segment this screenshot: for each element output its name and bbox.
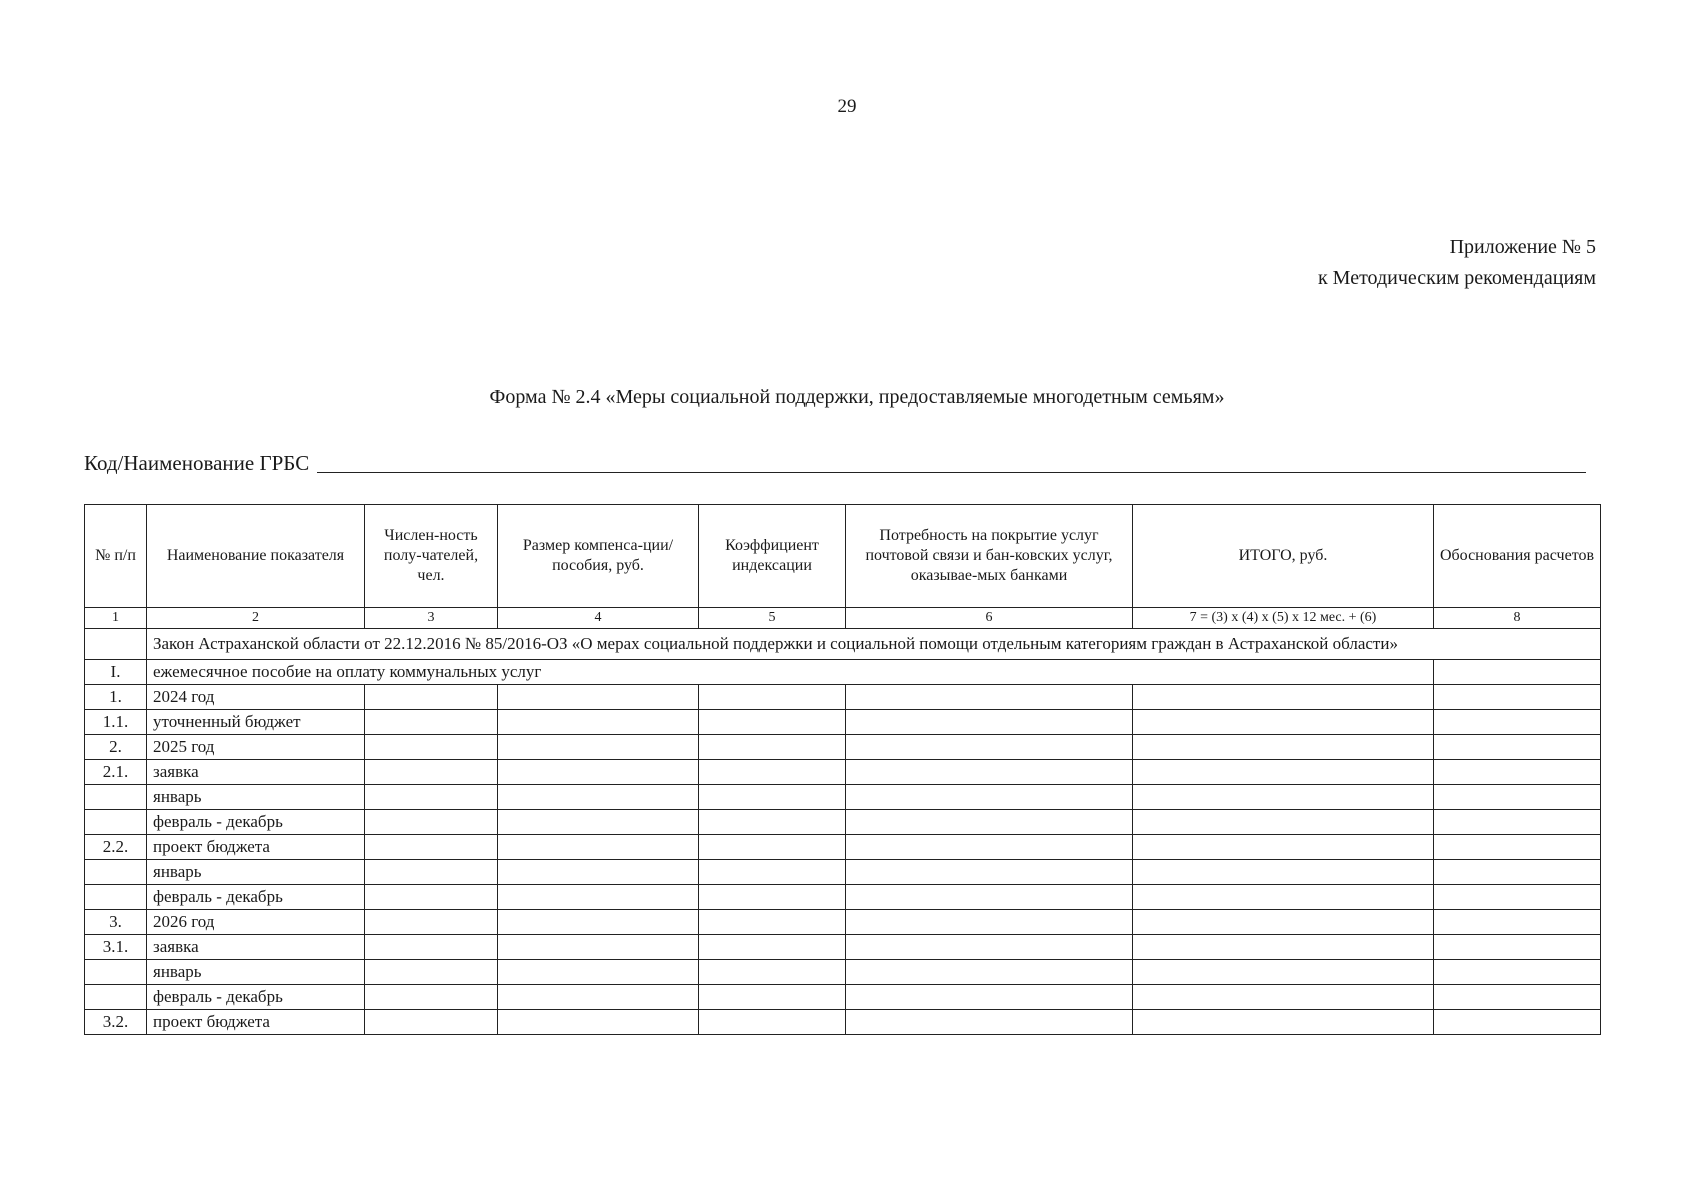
appendix-line-1: Приложение № 5 xyxy=(1449,236,1596,258)
empty-cell[interactable] xyxy=(498,1010,699,1035)
empty-cell[interactable] xyxy=(699,960,846,985)
empty-cell[interactable] xyxy=(699,810,846,835)
empty-cell[interactable] xyxy=(365,760,498,785)
column-number: 8 xyxy=(1434,608,1601,629)
empty-cell[interactable] xyxy=(498,785,699,810)
column-number: 5 xyxy=(699,608,846,629)
section-name: ежемесячное пособие на оплату коммунальных услуг xyxy=(147,660,1434,685)
empty-cell[interactable] xyxy=(498,835,699,860)
row-number: 3.1. xyxy=(85,935,147,960)
empty-cell[interactable] xyxy=(1434,860,1601,885)
row-number xyxy=(85,860,147,885)
empty-cell[interactable] xyxy=(498,985,699,1010)
row-number xyxy=(85,960,147,985)
empty-cell[interactable] xyxy=(846,810,1133,835)
empty-cell[interactable] xyxy=(699,860,846,885)
row-name: 2026 год xyxy=(147,910,365,935)
grbs-label: Код/Наименование ГРБС xyxy=(84,451,310,475)
empty-cell[interactable] xyxy=(1133,860,1434,885)
empty-cell[interactable] xyxy=(1434,735,1601,760)
empty-cell[interactable] xyxy=(365,985,498,1010)
row-name: февраль - декабрь xyxy=(147,885,365,910)
header-cell: Потребность на покрытие услуг почтовой связи и бан-ковских услуг, оказывае-мых банками xyxy=(846,505,1133,608)
empty-cell[interactable] xyxy=(498,885,699,910)
section-row xyxy=(85,660,1601,685)
empty-cell[interactable] xyxy=(1434,835,1601,860)
empty-cell[interactable] xyxy=(1133,735,1434,760)
empty-cell[interactable] xyxy=(699,985,846,1010)
table-row xyxy=(85,960,1601,985)
row-name: 2025 год xyxy=(147,735,365,760)
law-reference: Закон Астраханской области от 22.12.2016 № 85/2016-ОЗ «О мерах социальной поддержки и социальной помощи отдельным категориям граждан в Астраханской области» xyxy=(147,629,1601,660)
empty-cell[interactable] xyxy=(498,910,699,935)
empty-cell[interactable] xyxy=(699,760,846,785)
row-name: проект бюджета xyxy=(147,835,365,860)
table-row xyxy=(85,985,1601,1010)
table-row xyxy=(85,810,1601,835)
table-row xyxy=(85,735,1601,760)
empty-cell[interactable] xyxy=(846,910,1133,935)
empty-cell[interactable] xyxy=(498,860,699,885)
empty-cell[interactable] xyxy=(498,735,699,760)
empty-cell[interactable] xyxy=(1434,960,1601,985)
empty-cell[interactable] xyxy=(1133,985,1434,1010)
empty-cell[interactable] xyxy=(1133,1010,1434,1035)
row-number xyxy=(85,885,147,910)
grbs-fill-line xyxy=(317,450,1586,473)
table-row xyxy=(85,1010,1601,1035)
row-name: уточненный бюджет xyxy=(147,710,365,735)
form-table xyxy=(84,504,1601,1035)
row-number: 1.1. xyxy=(85,710,147,735)
form-title: Форма № 2.4 «Меры социальной поддержки, предоставляемые многодетным семьям» xyxy=(489,386,1225,408)
empty-cell[interactable] xyxy=(1434,910,1601,935)
table-row xyxy=(85,685,1601,710)
empty-cell[interactable] xyxy=(846,860,1133,885)
empty-cell[interactable] xyxy=(699,910,846,935)
table-row xyxy=(85,760,1601,785)
column-number: 1 xyxy=(85,608,147,629)
empty-cell[interactable] xyxy=(846,710,1133,735)
empty-cell[interactable] xyxy=(846,735,1133,760)
empty-cell[interactable] xyxy=(498,710,699,735)
row-name: январь xyxy=(147,860,365,885)
header-cell: № п/п xyxy=(85,505,147,608)
header-cell: Коэффициент индексации xyxy=(699,505,846,608)
empty-cell[interactable] xyxy=(699,885,846,910)
empty-cell[interactable] xyxy=(365,810,498,835)
empty-cell[interactable] xyxy=(498,760,699,785)
empty-cell[interactable] xyxy=(1133,785,1434,810)
empty-cell[interactable] xyxy=(365,935,498,960)
row-name: проект бюджета xyxy=(147,1010,365,1035)
empty-cell[interactable] xyxy=(1434,785,1601,810)
empty-cell[interactable] xyxy=(1434,710,1601,735)
header-row xyxy=(85,505,1601,608)
column-number: 7 = (3) x (4) x (5) x 12 мес. + (6) xyxy=(1133,608,1434,629)
grbs-field xyxy=(84,450,1586,476)
empty-cell[interactable] xyxy=(1434,935,1601,960)
empty-cell[interactable] xyxy=(846,960,1133,985)
empty-cell[interactable] xyxy=(846,685,1133,710)
table-row xyxy=(85,835,1601,860)
empty-cell[interactable] xyxy=(1133,960,1434,985)
empty-cell[interactable] xyxy=(846,835,1133,860)
empty-cell[interactable] xyxy=(1133,810,1434,835)
header-cell: Обоснования расчетов xyxy=(1434,505,1601,608)
table-row xyxy=(85,860,1601,885)
law-row xyxy=(85,629,1601,660)
empty-cell[interactable] xyxy=(365,860,498,885)
row-number xyxy=(85,810,147,835)
empty-cell[interactable] xyxy=(846,760,1133,785)
empty-cell[interactable] xyxy=(365,710,498,735)
empty-cell[interactable] xyxy=(365,1010,498,1035)
empty-cell[interactable] xyxy=(498,935,699,960)
form-table-container xyxy=(84,504,1600,1035)
table-row xyxy=(85,785,1601,810)
header-cell: Размер компенса-ции/пособия, руб. xyxy=(498,505,699,608)
row-name: заявка xyxy=(147,760,365,785)
row-name: 2024 год xyxy=(147,685,365,710)
column-number: 3 xyxy=(365,608,498,629)
empty-cell[interactable] xyxy=(846,985,1133,1010)
empty-cell[interactable] xyxy=(1133,685,1434,710)
empty-cell[interactable] xyxy=(699,1010,846,1035)
table-row xyxy=(85,710,1601,735)
empty-cell[interactable] xyxy=(846,885,1133,910)
empty-cell[interactable] xyxy=(365,885,498,910)
empty-cell[interactable] xyxy=(1434,685,1601,710)
header-cell: Наименование показателя xyxy=(147,505,365,608)
table-row xyxy=(85,885,1601,910)
row-number: 3.2. xyxy=(85,1010,147,1035)
law-num-cell xyxy=(85,629,147,660)
empty-cell[interactable] xyxy=(846,935,1133,960)
empty-cell[interactable] xyxy=(846,1010,1133,1035)
empty-cell[interactable] xyxy=(498,685,699,710)
appendix-note xyxy=(1318,232,1596,294)
empty-cell[interactable] xyxy=(699,710,846,735)
row-name: февраль - декабрь xyxy=(147,810,365,835)
row-number: 2.2. xyxy=(85,835,147,860)
empty-cell[interactable] xyxy=(1434,760,1601,785)
empty-cell[interactable] xyxy=(1434,985,1601,1010)
row-number xyxy=(85,985,147,1010)
empty-cell[interactable] xyxy=(1133,710,1434,735)
row-number: 3. xyxy=(85,910,147,935)
empty-cell[interactable] xyxy=(699,835,846,860)
header-cell: ИТОГО, руб. xyxy=(1133,505,1434,608)
row-number: I. xyxy=(85,660,147,685)
table-row xyxy=(85,910,1601,935)
empty-cell[interactable] xyxy=(699,785,846,810)
empty-cell[interactable] xyxy=(1133,760,1434,785)
row-name: февраль - декабрь xyxy=(147,985,365,1010)
empty-cell[interactable] xyxy=(498,960,699,985)
empty-cell[interactable] xyxy=(365,785,498,810)
row-number: 1. xyxy=(85,685,147,710)
empty-cell[interactable] xyxy=(1133,885,1434,910)
empty-cell[interactable] xyxy=(1434,660,1601,685)
empty-cell[interactable] xyxy=(1434,885,1601,910)
row-name: январь xyxy=(147,785,365,810)
row-name: заявка xyxy=(147,935,365,960)
row-name: январь xyxy=(147,960,365,985)
empty-cell[interactable] xyxy=(365,910,498,935)
empty-cell[interactable] xyxy=(1133,835,1434,860)
empty-cell[interactable] xyxy=(699,735,846,760)
row-number: 2.1. xyxy=(85,760,147,785)
empty-cell[interactable] xyxy=(365,960,498,985)
page-number: 29 xyxy=(837,96,857,117)
column-number: 4 xyxy=(498,608,699,629)
row-number: 2. xyxy=(85,735,147,760)
empty-cell[interactable] xyxy=(1133,935,1434,960)
empty-cell[interactable] xyxy=(699,685,846,710)
empty-cell[interactable] xyxy=(1133,910,1434,935)
column-number: 6 xyxy=(846,608,1133,629)
table-row xyxy=(85,935,1601,960)
column-number: 2 xyxy=(147,608,365,629)
empty-cell[interactable] xyxy=(365,685,498,710)
empty-cell[interactable] xyxy=(1434,1010,1601,1035)
empty-cell[interactable] xyxy=(846,785,1133,810)
empty-cell[interactable] xyxy=(498,810,699,835)
empty-cell[interactable] xyxy=(365,835,498,860)
row-number xyxy=(85,785,147,810)
empty-cell[interactable] xyxy=(1434,810,1601,835)
empty-cell[interactable] xyxy=(365,735,498,760)
header-cell: Числен-ность полу-чателей, чел. xyxy=(365,505,498,608)
column-number-row xyxy=(85,608,1601,629)
empty-cell[interactable] xyxy=(699,935,846,960)
appendix-line-2: к Методическим рекомендациям xyxy=(1317,267,1596,289)
